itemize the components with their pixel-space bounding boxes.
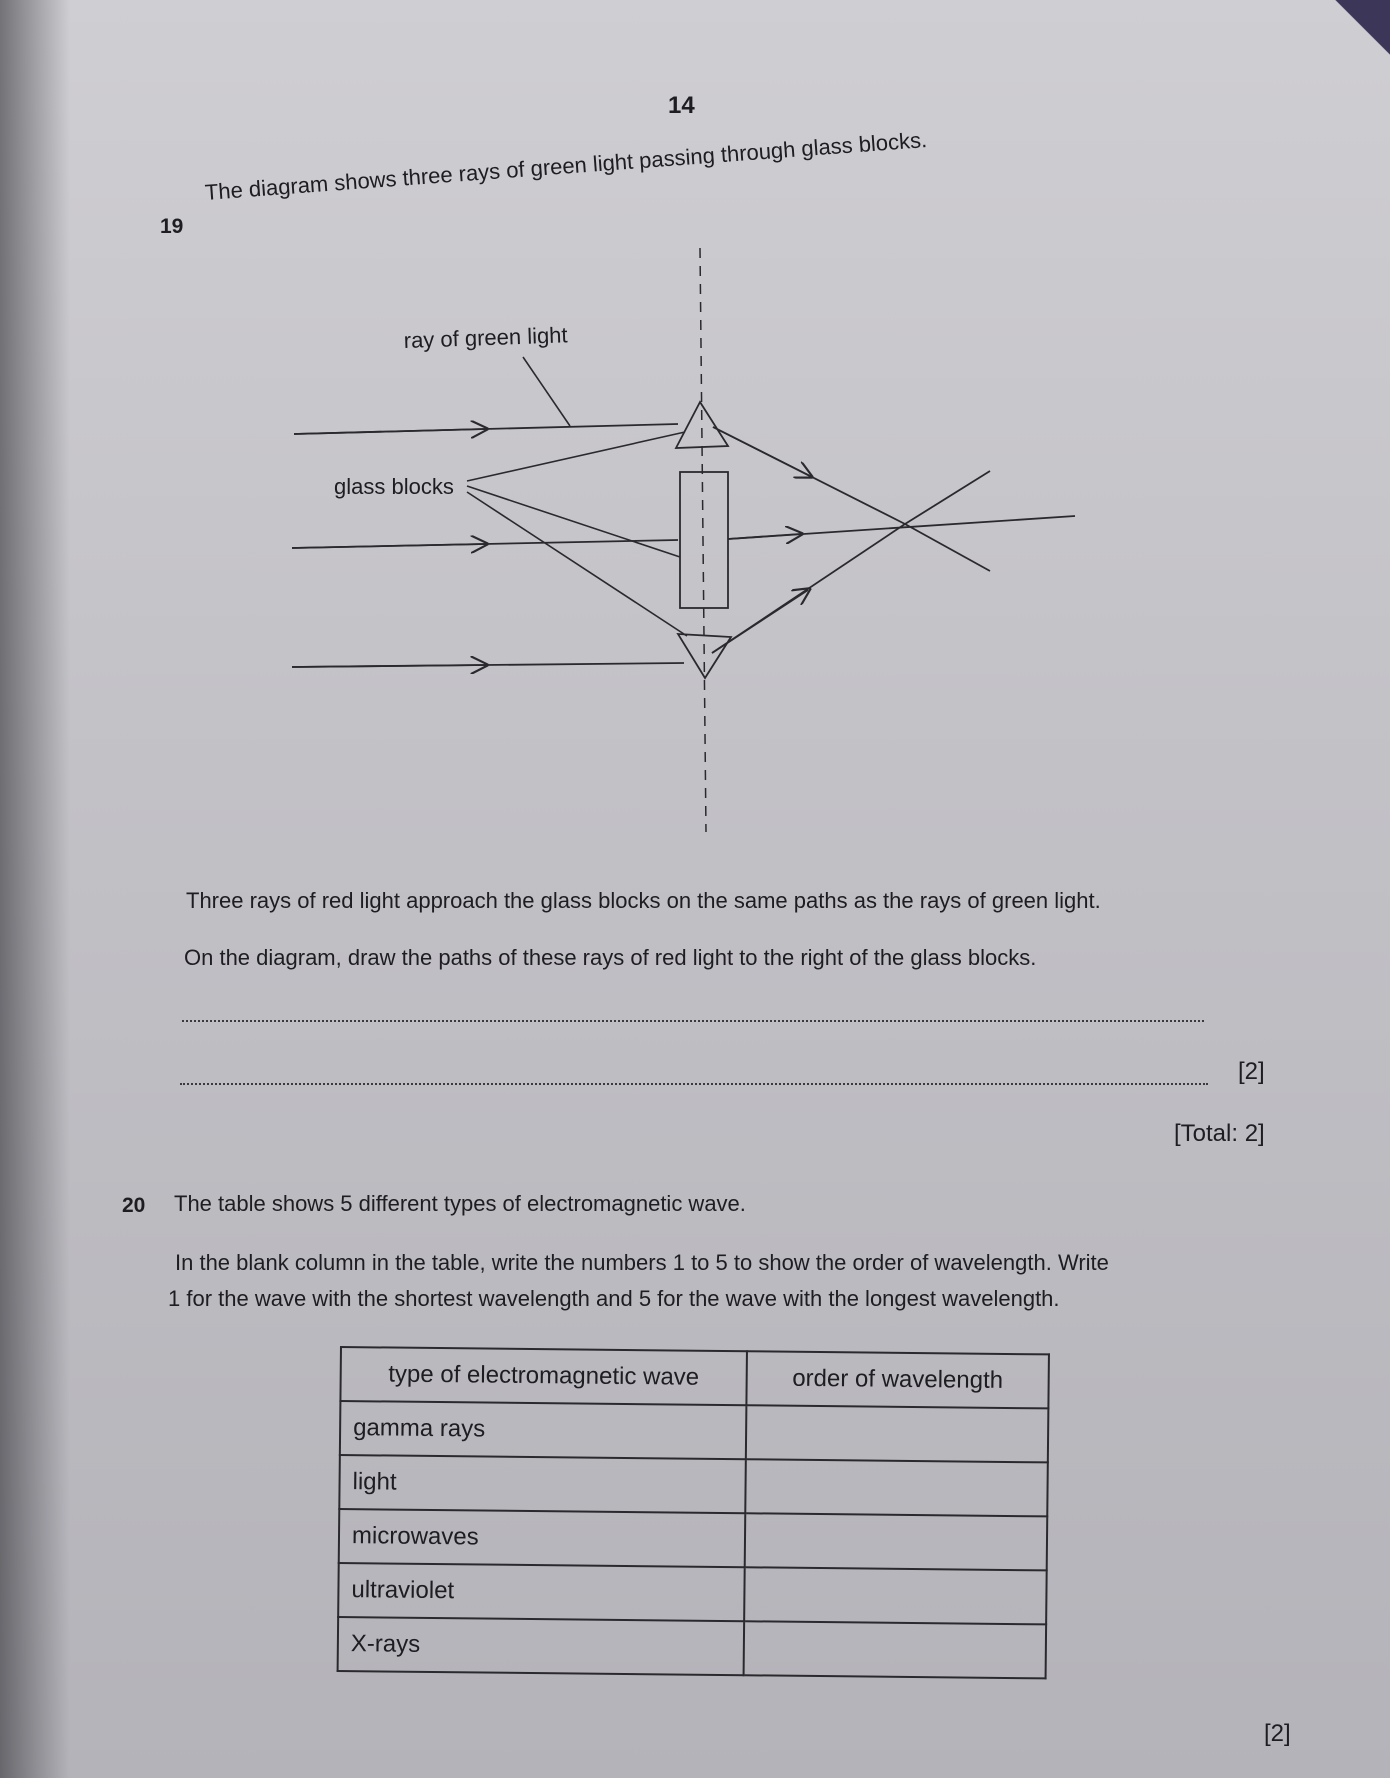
table-row — [338, 1617, 1047, 1678]
wave-type-cell: X-rays — [338, 1617, 745, 1675]
wave-type-cell: microwaves — [339, 1509, 746, 1567]
table-row — [338, 1563, 1047, 1624]
answer-line-2[interactable] — [180, 1083, 1208, 1085]
order-answer-cell[interactable] — [745, 1513, 1048, 1570]
ray-label: ray of green light — [403, 322, 568, 353]
top-triangular-block — [676, 402, 728, 448]
question-20-instruction-2: 1 for the wave with the shortest wavelength and 5 for the wave with the longest wavelength. — [168, 1286, 1060, 1311]
background-corner — [1330, 0, 1390, 60]
wave-type-cell: ultraviolet — [338, 1563, 745, 1621]
question-20-intro: The table shows 5 different types of electromagnetic wave. — [174, 1191, 746, 1216]
glass-blocks-label: glass blocks — [334, 474, 454, 499]
order-answer-cell[interactable] — [744, 1567, 1047, 1624]
table-row — [339, 1455, 1048, 1516]
question-19-text-2: On the diagram, draw the paths of these rays of red light to the right of the glass blocks. — [184, 945, 1037, 970]
question-19-text-1: Three rays of red light approach the glass blocks on the same paths as the rays of green light. — [186, 888, 1101, 913]
question-20-marks: [2] — [1264, 1720, 1291, 1747]
question-19-intro: The diagram shows three rays of green light passing through glass blocks. — [204, 127, 928, 205]
order-answer-cell[interactable] — [746, 1405, 1049, 1462]
order-answer-cell[interactable] — [744, 1621, 1047, 1678]
principal-axis — [700, 248, 706, 832]
wave-type-cell: gamma rays — [340, 1401, 747, 1459]
question-19-number: 19 — [160, 215, 184, 238]
wave-type-cell: light — [339, 1455, 746, 1513]
glass-blocks-diagram — [280, 240, 1100, 840]
table-row — [340, 1401, 1049, 1462]
page-number: 14 — [668, 92, 695, 119]
bottom-ray — [292, 471, 990, 667]
rectangular-block — [680, 472, 728, 608]
label-pointers — [467, 357, 687, 636]
question-19-total: [Total: 2] — [1174, 1120, 1265, 1147]
answer-line-1[interactable] — [182, 1020, 1204, 1022]
question-19-marks: [2] — [1238, 1058, 1265, 1085]
page-shadow — [0, 0, 70, 1778]
wavelength-table — [337, 1346, 1050, 1679]
header-order: order of wavelength — [746, 1351, 1049, 1408]
question-20-number: 20 — [122, 1194, 146, 1217]
header-type: type of electromagnetic wave — [340, 1347, 747, 1405]
question-20-instruction-1: In the blank column in the table, write the numbers 1 to 5 to show the order of wavelength. Write — [175, 1250, 1109, 1275]
table-header-row — [340, 1347, 1049, 1408]
order-answer-cell[interactable] — [745, 1459, 1048, 1516]
middle-ray — [292, 516, 1075, 548]
table-row — [339, 1509, 1048, 1570]
